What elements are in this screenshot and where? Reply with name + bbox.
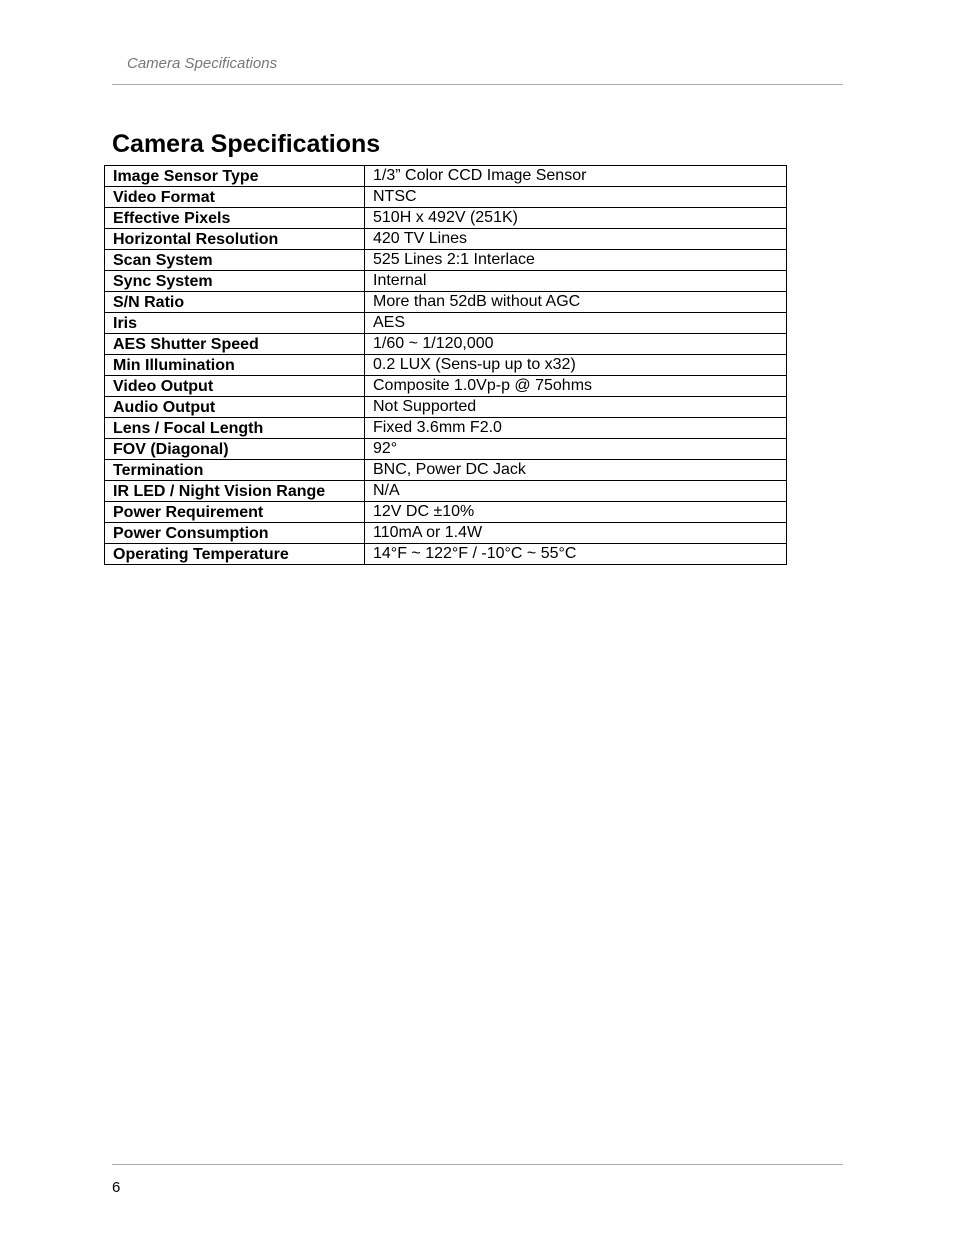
spec-value: 1/3” Color CCD Image Sensor: [365, 166, 787, 187]
spec-label: Video Format: [105, 187, 365, 208]
table-row: [105, 334, 787, 355]
table-row: [105, 166, 787, 187]
table-row: [105, 187, 787, 208]
header-divider: [112, 84, 843, 85]
spec-label: Sync System: [105, 271, 365, 292]
spec-label: Image Sensor Type: [105, 166, 365, 187]
table-row: [105, 502, 787, 523]
table-row: [105, 418, 787, 439]
running-header: Camera Specifications: [127, 55, 278, 72]
spec-value: Fixed 3.6mm F2.0: [365, 418, 787, 439]
spec-value: 1/60 ~ 1/120,000: [365, 334, 787, 355]
spec-value: NTSC: [365, 187, 787, 208]
spec-value: 92°: [365, 439, 787, 460]
spec-label: Min Illumination: [105, 355, 365, 376]
spec-value: 12V DC ±10%: [365, 502, 787, 523]
spec-value: 420 TV Lines: [365, 229, 787, 250]
table-row: [105, 481, 787, 502]
spec-label: Horizontal Resolution: [105, 229, 365, 250]
table-row: [105, 544, 787, 565]
spec-value: N/A: [365, 481, 787, 502]
footer-divider: [112, 1164, 843, 1165]
spec-value: AES: [365, 313, 787, 334]
spec-label: FOV (Diagonal): [105, 439, 365, 460]
spec-label: Effective Pixels: [105, 208, 365, 229]
page-number: 6: [112, 1179, 121, 1196]
spec-label: Termination: [105, 460, 365, 481]
spec-value: 0.2 LUX (Sens-up up to x32): [365, 355, 787, 376]
spec-value: Internal: [365, 271, 787, 292]
table-row: [105, 355, 787, 376]
spec-label: S/N Ratio: [105, 292, 365, 313]
spec-value: More than 52dB without AGC: [365, 292, 787, 313]
spec-label: Lens / Focal Length: [105, 418, 365, 439]
table-row: [105, 460, 787, 481]
spec-label: Power Requirement: [105, 502, 365, 523]
table-row: [105, 439, 787, 460]
spec-value: 14°F ~ 122°F / -10°C ~ 55°C: [365, 544, 787, 565]
spec-value: 525 Lines 2:1 Interlace: [365, 250, 787, 271]
spec-value: 110mA or 1.4W: [365, 523, 787, 544]
spec-label: AES Shutter Speed: [105, 334, 365, 355]
spec-label: Scan System: [105, 250, 365, 271]
page-title: Camera Specifications: [112, 130, 381, 158]
table-row: [105, 292, 787, 313]
table-row: [105, 376, 787, 397]
spec-label: Video Output: [105, 376, 365, 397]
table-row: [105, 229, 787, 250]
spec-value: BNC, Power DC Jack: [365, 460, 787, 481]
table-row: [105, 208, 787, 229]
table-row: [105, 250, 787, 271]
spec-label: Iris: [105, 313, 365, 334]
spec-label: IR LED / Night Vision Range: [105, 481, 365, 502]
spec-value: Composite 1.0Vp-p @ 75ohms: [365, 376, 787, 397]
table-row: [105, 523, 787, 544]
spec-value: 510H x 492V (251K): [365, 208, 787, 229]
spec-label: Audio Output: [105, 397, 365, 418]
table-row: [105, 313, 787, 334]
spec-label: Power Consumption: [105, 523, 365, 544]
table-row: [105, 397, 787, 418]
spec-label: Operating Temperature: [105, 544, 365, 565]
spec-value: Not Supported: [365, 397, 787, 418]
spec-table: [104, 165, 787, 565]
table-row: [105, 271, 787, 292]
spec-table-body: [105, 166, 787, 565]
